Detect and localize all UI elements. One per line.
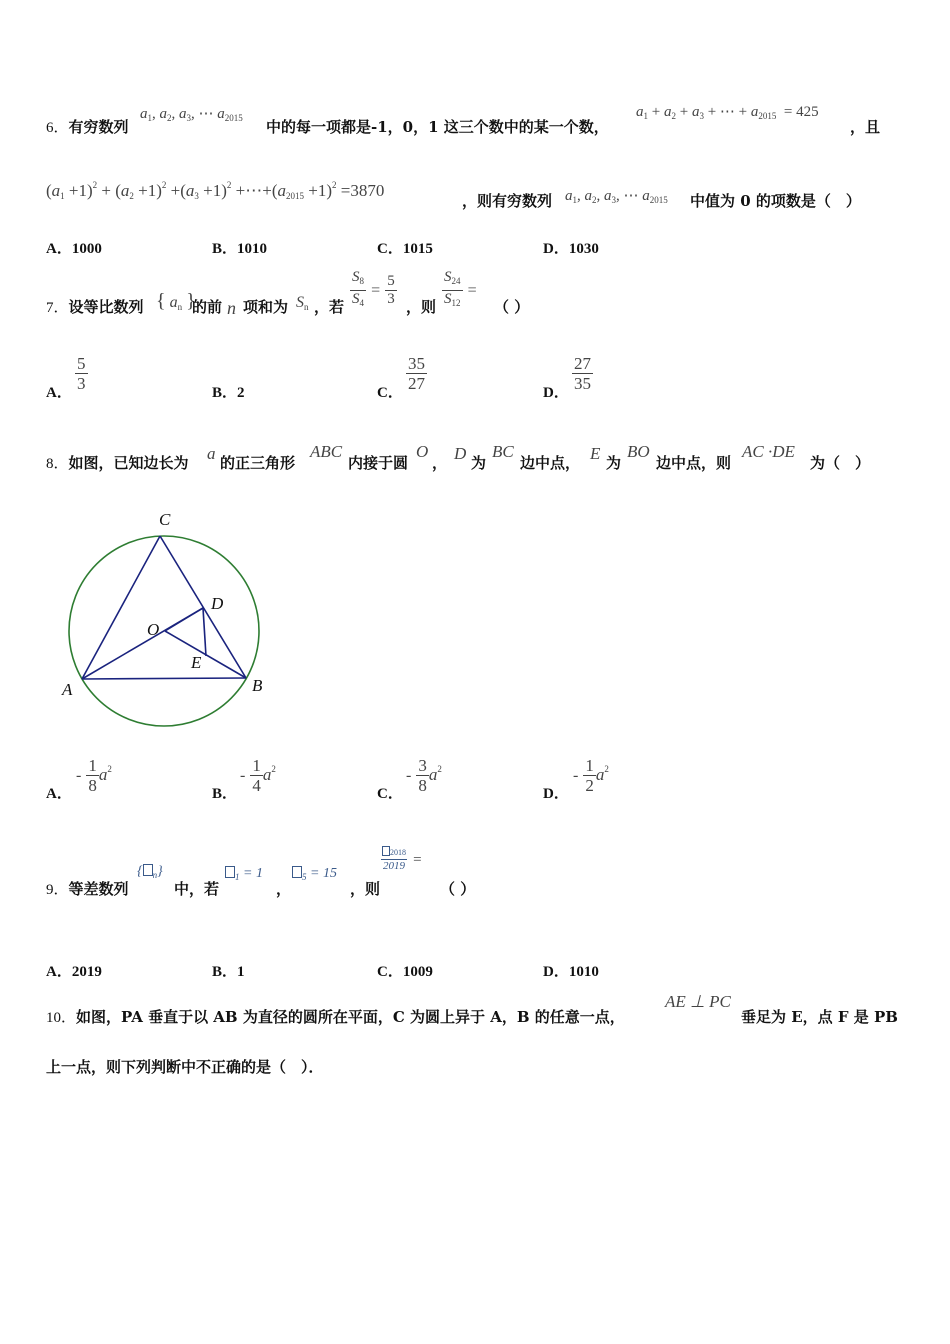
- option-label: C．: [377, 241, 403, 257]
- q10-line2: 上一点，则下列判断中不正确的是（ ）．: [46, 1058, 324, 1076]
- q6-text-5: 中值为 0 的项数是（ ）: [690, 192, 861, 210]
- q9-option-d[interactable]: [543, 960, 599, 981]
- q7-text-4: ，若: [314, 298, 345, 316]
- q9-ask: $\frac{2018}{2019}$ =: [383, 848, 422, 872]
- q7-option-a[interactable]: [46, 381, 72, 402]
- q8-abc: ABC: [310, 442, 343, 461]
- option-value: 2019: [71, 964, 102, 980]
- q9-t2: 中，若: [174, 880, 220, 898]
- q8-option-b[interactable]: [212, 782, 237, 803]
- q7-sn: $S_n$: [296, 294, 309, 312]
- option-label: A．: [46, 385, 72, 401]
- q7-option-d-frac: $\frac{27}{35}$: [574, 354, 591, 393]
- q8-t3: 内接于圆: [348, 454, 409, 472]
- option-label: A．: [46, 786, 72, 802]
- q9-option-c[interactable]: [377, 960, 433, 981]
- q7-ratio: $\frac{S_8}{S_4}$ = $\frac{5}{3}$: [350, 269, 397, 312]
- q9-t5: （ ）: [440, 880, 476, 898]
- q7-line: [46, 296, 144, 317]
- q7-option-c[interactable]: [377, 381, 403, 402]
- q10-perp: AE ⊥ PC: [665, 992, 731, 1011]
- q7-text-1: 设等比数列: [68, 298, 144, 316]
- q8-t7: 为: [606, 454, 622, 472]
- q6-option-a[interactable]: [46, 237, 102, 258]
- q9-t3: ，: [276, 880, 292, 898]
- q8-e: E: [590, 444, 601, 463]
- q7-option-a-frac: $\frac{5}{3}$: [77, 354, 86, 393]
- option-label: C．: [377, 786, 403, 802]
- q9-t4: ，则: [350, 880, 381, 898]
- q7-seq-math: { $a_n$ }: [156, 290, 196, 312]
- q6-line1: [46, 116, 129, 137]
- q7-number: 7．: [46, 300, 69, 316]
- option-label: C．: [377, 964, 403, 980]
- q9-a5: $_5$ = 15: [292, 866, 337, 882]
- q10-text-1: 如图，PA 垂直于以 AB 为直径的圆所在平面，C 为圆上异于 A，B 的任意一点，: [76, 1008, 625, 1026]
- q6-text-2: 中的每一项都是-1，0，1 这三个数中的某一个数，: [266, 118, 609, 136]
- q8-option-b-expr: - $\frac{1}{4}$ $a^2$: [240, 756, 276, 795]
- q9-t1: 等差数列: [68, 880, 129, 898]
- q6-option-c[interactable]: [377, 237, 433, 258]
- q6-number: 6．: [46, 120, 69, 136]
- option-label: D．: [543, 385, 569, 401]
- q8-figure: [55, 505, 275, 735]
- option-label: B．: [212, 241, 238, 257]
- q7-ask: $\frac{S_{24}}{S_{12}}$ =: [442, 269, 477, 312]
- q9-seq-math: { $_n$}: [137, 864, 163, 880]
- q8-text-1: [46, 452, 189, 473]
- q6-text-1: 有穷数列: [68, 118, 129, 136]
- option-label: B．: [212, 964, 238, 980]
- q7-option-c-frac: $\frac{35}{27}$: [408, 354, 425, 393]
- option-value: 1: [237, 964, 245, 980]
- option-value: 1015: [402, 241, 433, 257]
- q6-text-4: ，则有穷数列: [462, 192, 553, 210]
- q9-line: [46, 878, 129, 899]
- q9-option-a[interactable]: [46, 960, 102, 981]
- q9-a1: $_1$ = 1: [225, 866, 263, 882]
- label-o: O: [147, 620, 160, 639]
- q8-t9: 为（ ）: [810, 454, 871, 472]
- option-value: 1009: [402, 964, 433, 980]
- option-label: C．: [377, 385, 403, 401]
- q7-option-b[interactable]: [212, 381, 245, 402]
- q9-number: 9．: [46, 882, 69, 898]
- q8-t6: 边中点，: [520, 454, 581, 472]
- q6-square-sum-math: $(a_1 +1)^2 + (a_2 +1)^2 +(a_3 +1)^2$ $+\cdots+(a_{2015} +1)^2 =3870$: [46, 180, 385, 201]
- q7-text-6: （ ）: [494, 298, 530, 316]
- q7-option-d[interactable]: [543, 381, 569, 402]
- q7-text-2: 的前: [192, 298, 223, 316]
- label-d: D: [211, 594, 224, 613]
- q10-text-1b: 垂足为 E，点 F 是 PB: [741, 1008, 898, 1026]
- option-label: D．: [543, 786, 569, 802]
- option-value: 1030: [568, 241, 599, 257]
- q8-t1: 如图，已知边长为: [68, 454, 189, 472]
- q6-text-3: ，且: [850, 118, 881, 136]
- option-label: B．: [212, 786, 238, 802]
- q8-option-c[interactable]: [377, 782, 403, 803]
- q8-option-a-expr: - $\frac{1}{8}$ $a^2$: [76, 756, 112, 795]
- q6-sum-math: $a_1 + a_2 + a_3$ + ⋯ + $a_{2015} = 425$: [636, 104, 819, 121]
- q8-option-a[interactable]: [46, 782, 72, 803]
- option-value: 1000: [71, 241, 102, 257]
- q8-bc: BC: [492, 442, 514, 461]
- q8-t5: 为: [471, 454, 487, 472]
- q7-n: n: [227, 298, 236, 318]
- q10-line1: [46, 1006, 625, 1027]
- q9-option-b[interactable]: [212, 960, 245, 981]
- label-e: E: [191, 653, 202, 672]
- option-label: B．: [212, 385, 238, 401]
- q10-number: 10．: [46, 1010, 77, 1026]
- option-label: A．: [46, 241, 72, 257]
- option-label: D．: [543, 964, 569, 980]
- q6-option-b[interactable]: [212, 237, 267, 258]
- q7-text-5: ，则: [406, 298, 437, 316]
- label-c: C: [159, 510, 171, 529]
- q8-bo: BO: [627, 442, 650, 461]
- q8-dot: AC ·DE: [742, 442, 795, 461]
- q6-seq-math: $a_1$, $a_2$, $a_3$, ⋯ $a_{2015}$: [140, 106, 243, 123]
- q8-t8: 边中点，则: [656, 454, 732, 472]
- q8-option-d[interactable]: [543, 782, 569, 803]
- option-value: 1010: [568, 964, 599, 980]
- option-label: A．: [46, 964, 72, 980]
- q8-option-d-expr: - $\frac{1}{2}$ $a^2$: [573, 756, 609, 795]
- label-a: A: [62, 680, 73, 699]
- q6-option-d[interactable]: [543, 237, 599, 258]
- q8-t4: ，: [432, 454, 448, 472]
- q8-a: a: [207, 444, 216, 463]
- q8-t2: 的正三角形: [220, 454, 296, 472]
- q8-d: D: [454, 444, 467, 463]
- q6-seq-math-2: $a_1$, $a_2$, $a_3$, ⋯ $a_{2015}$: [565, 188, 668, 205]
- q8-number: 8．: [46, 456, 69, 472]
- q7-text-3: 项和为: [243, 298, 289, 316]
- option-value: 2: [237, 385, 245, 401]
- label-b: B: [252, 676, 263, 695]
- q8-option-c-expr: - $\frac{3}{8}$ $a^2$: [406, 756, 442, 795]
- option-value: 1010: [237, 241, 268, 257]
- option-label: D．: [543, 241, 569, 257]
- q8-o: O: [416, 442, 429, 461]
